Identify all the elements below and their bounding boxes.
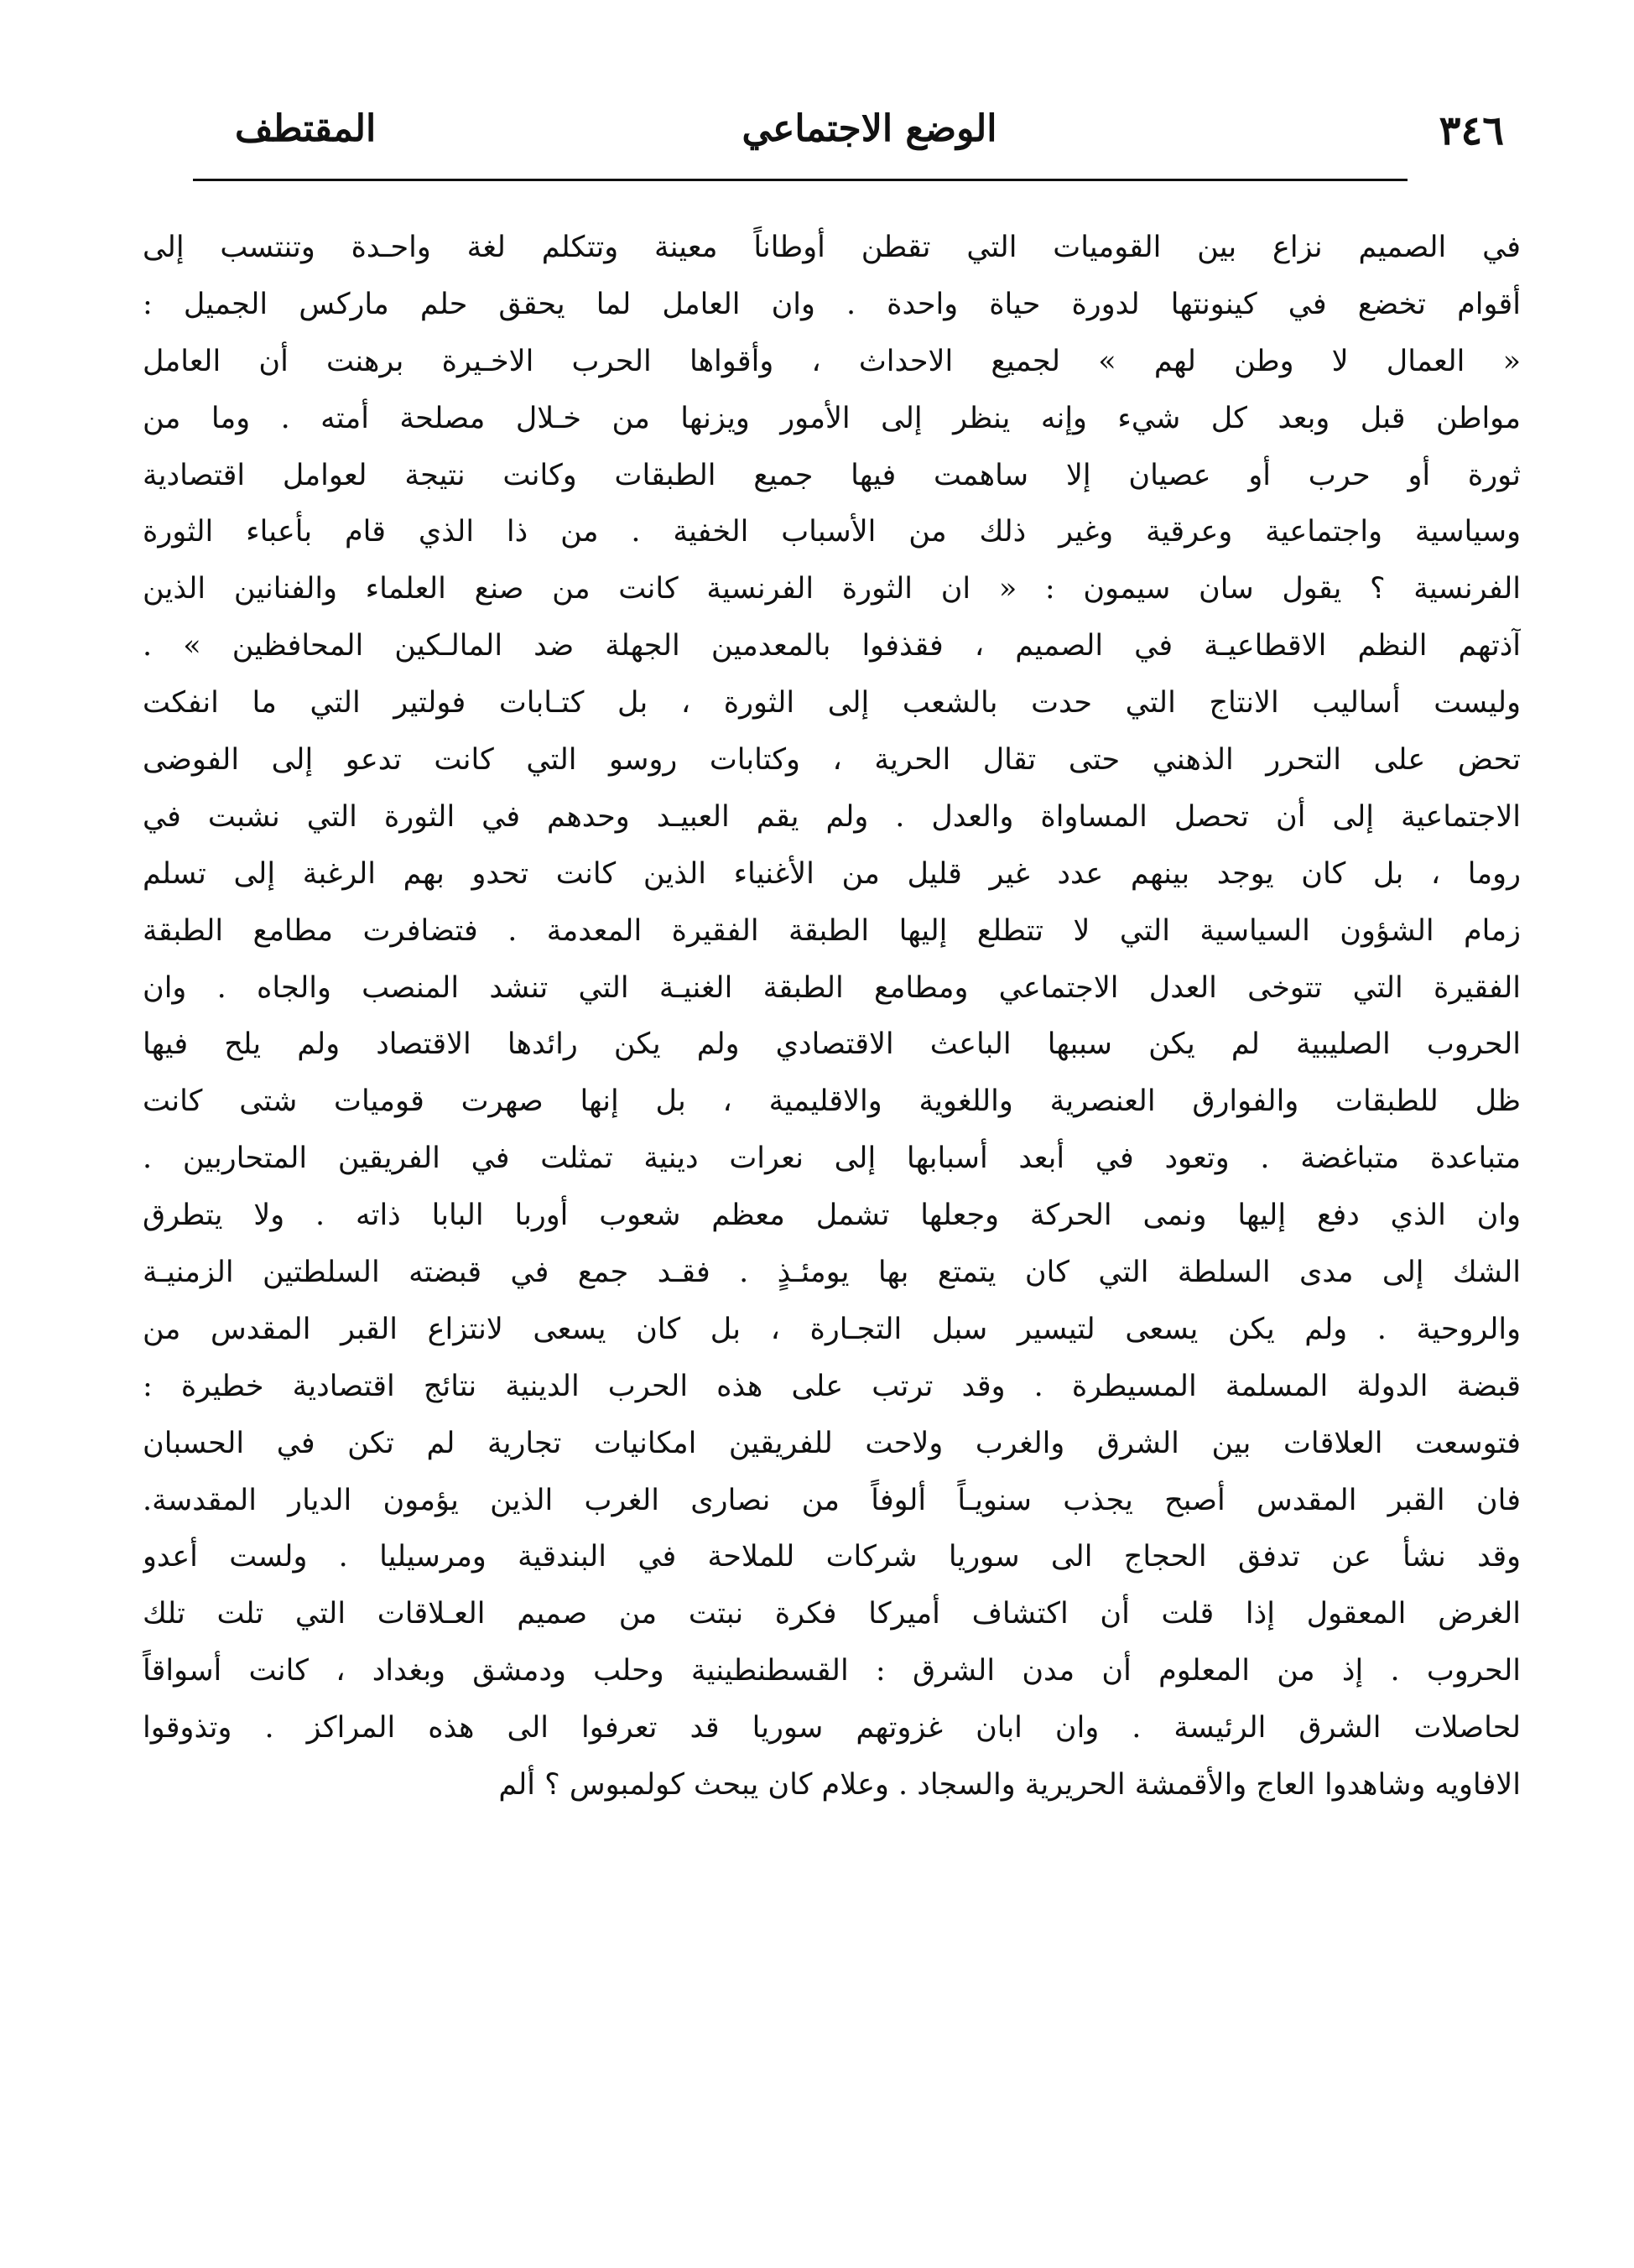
text-line: الاجتماعية إلى أن تحصل المساواة والعدل . ولم يقم العبيـد وحدهم في الثورة التي نشبت في	[143, 799, 1521, 834]
text-line: الحروب . إذ من المعلوم أن مدن الشرق : القسطنطينية وحلب ودمشق وبغداد ، كانت أسواقاً	[143, 1654, 1521, 1688]
text-line: تحض على التحرر الذهني حتى تقال الحرية ، وكتابات روسو التي كانت تدعو إلى الفوضى	[143, 743, 1521, 778]
text-line: وسياسية واجتماعية وعرقية وغير ذلك من الأسباب الخفية . من ذا الذي قام بأعباء الثورة	[143, 515, 1521, 549]
page-number: ٣٤٦	[1439, 107, 1504, 154]
text-line: والروحية . ولم يكن يسعى لتيسير سبل التجـارة ، بل كان يسعى لانتزاع القبر المقدس من	[143, 1312, 1521, 1346]
text-line: الافاويه وشاهدوا العاج والأقمشة الحريرية والسجاد . وعلام كان يبحث كولمبوس ؟ ألم	[498, 1768, 1521, 1802]
text-line: آذتهم النظم الاقطاعيـة في الصميم ، فقذفوا بالمعدمين الجهلة ضد المالـكين المحافظين » .	[143, 629, 1521, 663]
body-text	[143, 220, 1521, 1814]
text-line: مواطن قبل وبعد كل شيء وإنه ينظر إلى الأمور ويزنها من خـلال مصلحة أمته . وما من	[143, 401, 1521, 435]
text-line: قبضة الدولة المسلمة المسيطرة . وقد ترتب على هذه الحرب الدينية نتائج اقتصادية خطيرة :	[143, 1369, 1521, 1403]
text-line: فان القبر المقدس أصبح يجذب سنويـاً ألوفاً من نصارى الغرب الذين يؤمون الديار المقدسة.	[143, 1483, 1521, 1517]
header-rule	[193, 179, 1408, 181]
page-title: الوضع الاجتماعي	[742, 107, 997, 150]
text-line: متباعدة متباغضة . وتعود في أبعد أسبابها إلى نعرات دينية تمثلت في الفريقين المتحاربين .	[143, 1142, 1521, 1176]
text-line: الفقيرة التي تتوخى العدل الاجتماعي ومطامع الطبقة الغنيـة التي تنشد المنصب والجاه . وان	[143, 970, 1521, 1005]
text-line: وان الذي دفع إليها ونمى الحركة وجعلها تشمل معظم شعوب أوربا البابا ذاته . ولا يتطرق	[143, 1199, 1521, 1233]
text-line: زمام الشؤون السياسية التي لا تتطلع إليها الطبقة الفقيرة المعدمة . فتضافرت مطامع الطبقة	[143, 913, 1521, 948]
text-line: فتوسعت العلاقات بين الشرق والغرب ولاحت للفريقين امكانيات تجارية لم تكن في الحسبان	[143, 1426, 1521, 1460]
text-line: « العمال لا وطن لهم » لجميع الاحداث ، وأقواها الحرب الاخـيرة برهنت أن العامل	[143, 344, 1521, 378]
text-line: لحاصلات الشرق الرئيسة . وان ابان غزوتهم سوريا قد تعرفوا الى هذه المراكز . وتذوقوا	[143, 1711, 1521, 1745]
text-line: وليست أساليب الانتاج التي حدت بالشعب إلى الثورة ، بل كتـابات فولتير التي ما انفكت	[143, 686, 1521, 720]
text-line: الحروب الصليبية لم يكن سببها الباعث الاقتصادي ولم يكن رائدها الاقتصاد ولم يلح فيها	[143, 1027, 1521, 1062]
text-line: وقد نشأ عن تدفق الحجاج الى سوريا شركات للملاحة في البندقية ومرسيليا . ولست أعدو	[143, 1540, 1521, 1574]
journal-name: المقتطف	[235, 107, 377, 150]
text-line: في الصميم نزاع بين القوميات التي تقطن أوطاناً معينة وتتكلم لغة واحـدة وتنتسب إلى	[143, 231, 1521, 264]
text-line: الفرنسية ؟ يقول سان سيمون : « ان الثورة الفرنسية كانت من صنع العلماء والفنانين الذين	[143, 572, 1521, 606]
running-header	[235, 107, 1504, 174]
text-line: روما ، بل كان يوجد بينهم عدد غير قليل من الأغنياء الذين كانت تحدو بهم الرغبة إلى تسلم	[143, 856, 1521, 891]
text-line: الغرض المعقول إذا قلت أن اكتشاف أميركا فكرة نبتت من صميم العـلاقات التي تلت تلك	[143, 1597, 1521, 1631]
text-line: ظل للطبقات والفوارق العنصرية واللغوية والاقليمية ، بل إنها صهرت قوميات شتى كانت	[143, 1085, 1521, 1119]
text-line: ثورة أو حرب أو عصيان إلا ساهمت فيها جميع الطبقات وكانت نتيجة لعوامل اقتصادية	[143, 458, 1521, 492]
text-line: الشك إلى مدى السلطة التي كان يتمتع بها يومئـذٍ . فقـد جمع في قبضته السلطتين الزمنيـة	[143, 1256, 1521, 1290]
text-line: أقوام تخضع في كينونتها لدورة حياة واحدة . وان العامل لما يحقق حلم ماركس الجميل :	[143, 287, 1521, 321]
